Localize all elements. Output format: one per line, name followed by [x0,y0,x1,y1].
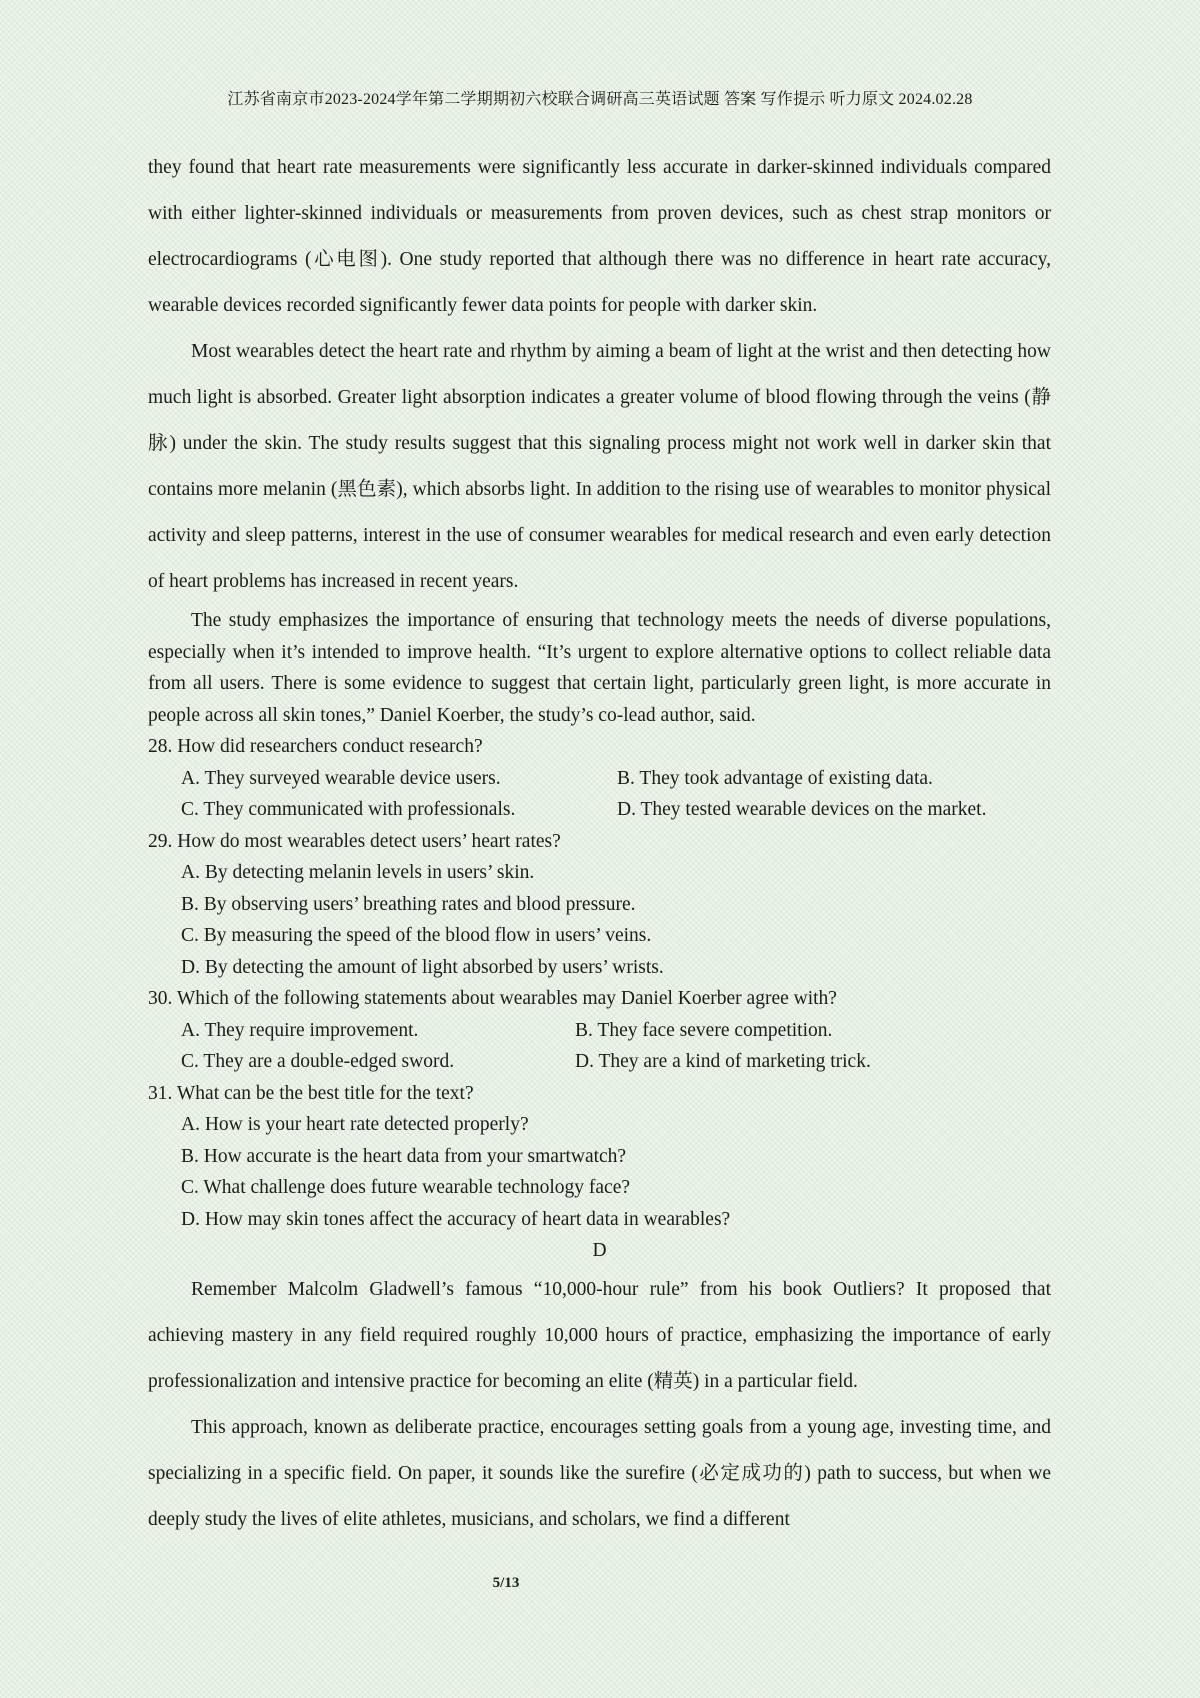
question-29-option-b: B. By observing users’ breathing rates and blood pressure. [181,893,636,915]
question-31-option-a: A. How is your heart rate detected properly? [181,1114,529,1135]
question-30-option-a: A. They require improvement. [181,1019,419,1041]
passage-d-paragraph-2: This approach, known as deliberate practice, encourages setting goals from a young age, investing time, and specializing in a specific field. On paper, it sounds like the surefire (必定成功的) path to success, but when we deeply study the lives of elite athletes, musicians, and scholars, we find a different [148,1416,1051,1530]
passage-d-paragraph-1: Remember Malcolm Gladwell’s famous “10,000-hour rule” from his book Outliers? It proposed that achieving mastery in any field required roughly 10,000 hours of practice, emphasizing the importance of early professionalization and intensive practice for becoming an elite (精英) in a particular field. [148,1278,1051,1392]
question-30-option-d: D. They are a kind of marketing trick. [575,1051,871,1072]
question-29-option-a: A. By detecting melanin levels in users’ skin. [181,862,535,883]
question-29-stem: 29. How do most wearables detect users’ heart rates? [148,830,561,852]
question-28-stem: 28. How did researchers conduct research? [148,736,483,757]
page-header: 江苏省南京市2023-2024学年第二学期期初六校联合调研高三英语试题 答案 写作提示 听力原文 2024.02.28 [227,91,973,108]
question-31-option-d: D. How may skin tones affect the accuracy of heart data in wearables? [181,1208,731,1230]
question-29-option-c: C. By measuring the speed of the blood flow in users’ veins. [181,925,652,946]
question-28-option-a: A. They surveyed wearable device users. [181,767,501,789]
question-30-option-b: B. They face severe competition. [575,1019,833,1041]
question-28-option-c: C. They communicated with professionals. [181,799,516,820]
question-28-option-d: D. They tested wearable devices on the market. [617,799,987,820]
passage-c-paragraph-1: they found that heart rate measurements were significantly less accurate in darker-skinned individuals compared with either lighter-skinned individuals or measurements from proven devices, such as chest strap monitors or electrocardiograms (心电图). One study reported that although there was no difference in heart rate accuracy, wearable devices recorded significantly fewer data points for people with darker skin. [148,157,1051,316]
question-30-stem: 30. Which of the following statements about wearables may Daniel Koerber agree with? [148,988,837,1009]
passage-c-paragraph-3: The study emphasizes the importance of ensuring that technology meets the needs of diverse populations, especially when it’s intended to improve health. “It’s urgent to explore alternative options to collect reliable data from all users. There is some evidence to suggest that certain light, particularly green light, is more accurate in people across all skin tones,” Daniel Koerber, the study’s co-lead author, said. [148,610,1051,726]
question-28-options-row-2 [181,794,1051,826]
question-28-option-b: B. They took advantage of existing data. [617,767,933,789]
passage-d-heading: D [592,1240,607,1261]
question-28-options-row-1 [181,763,1051,795]
question-31-stem: 31. What can be the best title for the text? [148,1082,474,1104]
question-30-options-row-2 [181,1046,1051,1078]
question-31-option-c: C. What challenge does future wearable technology face? [181,1177,631,1198]
page-number: 5/13 [492,1575,520,1591]
question-30-options-row-1 [181,1015,1051,1047]
question-30-option-c: C. They are a double-edged sword. [181,1051,455,1072]
passage-c-paragraph-2: Most wearables detect the heart rate and rhythm by aiming a beam of light at the wrist and then detecting how much light is absorbed. Greater light absorption indicates a greater volume of blood flowing through the veins (静脉) under the skin. The study results suggest that this signaling process might not work well in darker skin that contains more melanin (黑色素), which absorbs light. In addition to the rising use of wearables to monitor physical activity and sleep patterns, interest in the use of consumer wearables for medical research and even early detection of heart problems has increased in recent years. [148,341,1051,592]
question-29-option-d: D. By detecting the amount of light absorbed by users’ wrists. [181,956,664,978]
page-content [148,145,1051,1543]
question-31-option-b: B. How accurate is the heart data from your smartwatch? [181,1145,627,1167]
